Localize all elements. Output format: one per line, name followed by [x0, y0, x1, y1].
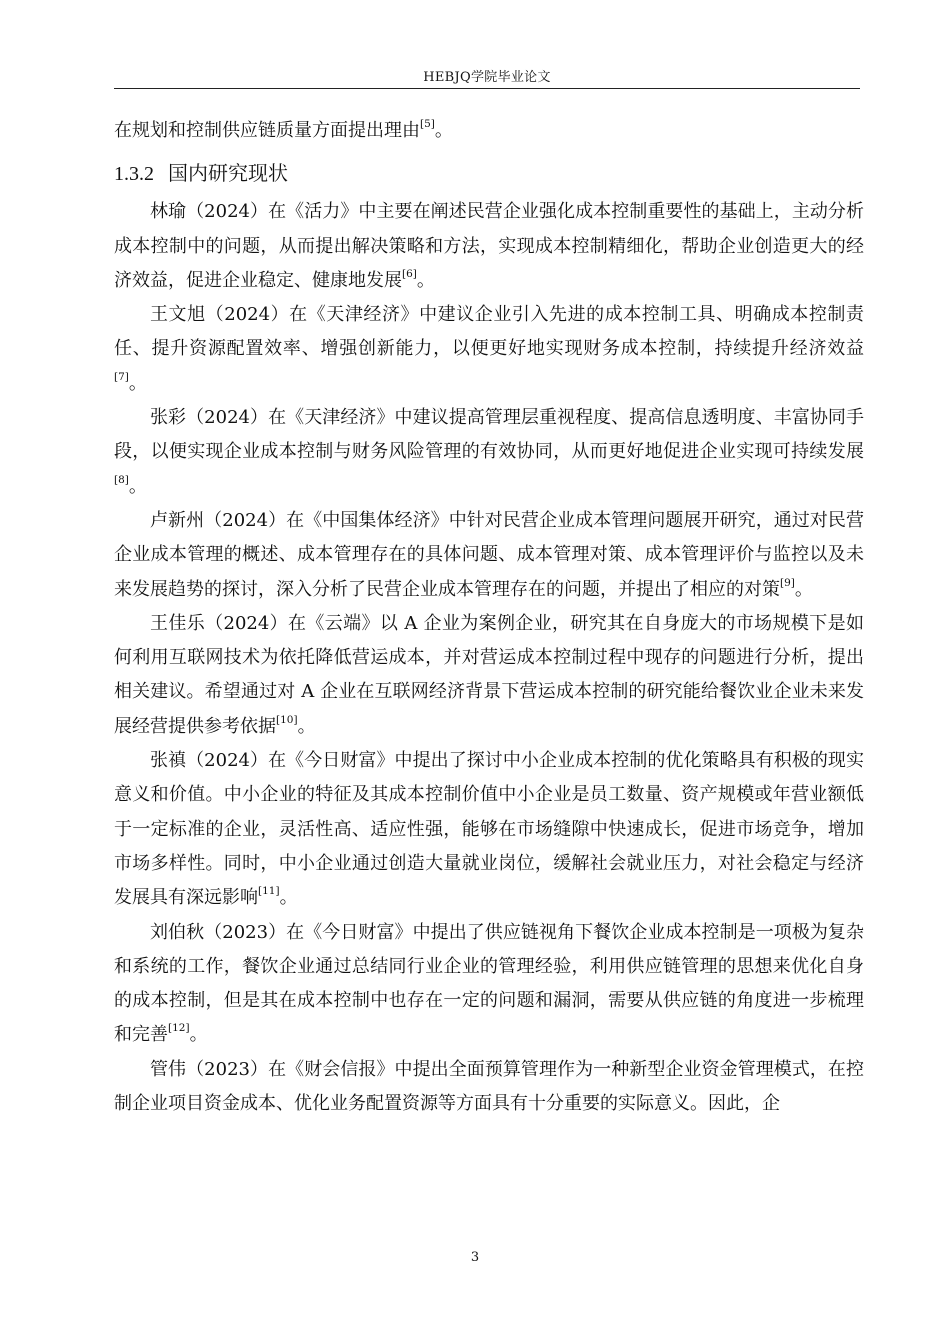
body-paragraph: 张彩（2024）在《天津经济》中建议提高管理层重视程度、提高信息透明度、丰富协同手段，以便实现企业成本控制与财务风险管理的有效协同，从而更好地促进企业实现可持续发展[8]。	[114, 407, 864, 497]
body-paragraph: 林瑜（2024）在《活力》中主要在阐述民营企业强化成本控制重要性的基础上，主动分析成本控制中的问题，从而提出解决策略和方法，实现成本控制精细化，帮助企业创造更大的经济效益，促进企业稳定、健康地发展[6]。	[114, 201, 864, 291]
body-paragraph: 刘伯秋（2023）在《今日财富》中提出了供应链视角下餐饮企业成本控制是一项极为复杂和系统的工作，餐饮企业通过总结同行业企业的管理经验，利用供应链管理的思想来优化自身的成本控制，但是其在成本控制中也存在一定的问题和漏洞，需要从供应链的角度进一步梳理和完善[12]。	[114, 921, 864, 1046]
body-paragraph: 王文旭（2024）在《天津经济》中建议企业引入先进的成本控制工具、明确成本控制责任、提升资源配置效率、增强创新能力，以便更好地实现财务成本控制，持续提升经济效益[7]。	[114, 304, 864, 394]
section-heading	[114, 156, 864, 191]
citation-ref: [7]	[114, 370, 129, 383]
intro-paragraph: 在规划和控制供应链质量方面提出理由[5]。	[114, 118, 453, 141]
body-paragraph: 张禛（2024）在《今日财富》中提出了探讨中小企业成本控制的优化策略具有积极的现实意义和价值。中小企业的特征及其成本控制价值中小企业是员工数量、资产规模或年营业额低于一定标准的企业，灵活性高、适应性强，能够在市场缝隙中快速成长，促进市场竞争，增加市场多样性。同时，中小企业通过创造大量就业岗位，缓解社会就业压力，对社会稳定与经济发展具有深远影响[11]。	[114, 750, 864, 909]
body-paragraph: 卢新州（2024）在《中国集体经济》中针对民营企业成本管理问题展开研究，通过对民营企业成本管理的概述、成本管理存在的具体问题、成本管理对策、成本管理评价与监控以及未来发展趋势的探讨，深入分析了民营企业成本管理存在的问题，并提出了相应的对策[9]。	[114, 509, 864, 600]
running-header: HEBJQ学院毕业论文	[423, 70, 551, 85]
citation-ref: [5]	[420, 118, 435, 130]
citation-ref: [10]	[276, 713, 298, 726]
section-number: 1.3.2	[114, 163, 154, 186]
body-paragraph: 管伟（2023）在《财会信报》中提出全面预算管理作为一种新型企业资金管理模式，在控制企业项目资金成本、优化业务配置资源等方面具有十分重要的实际意义。因此，企	[114, 1058, 864, 1115]
citation-ref: [8]	[114, 473, 129, 486]
citation-ref: [6]	[402, 267, 417, 280]
section-title: 国内研究现状	[168, 161, 288, 186]
page-body	[114, 114, 864, 1121]
citation-ref: [11]	[258, 885, 280, 898]
page-number: 3	[470, 1250, 480, 1265]
body-paragraph: 王佳乐（2024）在《云端》以 A 企业为案例企业，研究其在自身庞大的市场规模下是如何利用互联网技术为依托降低营运成本，并对营运成本控制过程中现存的问题进行分析，提出相关建议。希望通过对 A 企业在互联网经济背景下营运成本控制的研究能给餐饮业企业未来发展经营提供参考依据[10]。	[114, 612, 864, 737]
citation-ref: [12]	[168, 1022, 190, 1035]
citation-ref: [9]	[780, 576, 795, 589]
header-divider	[114, 88, 860, 89]
